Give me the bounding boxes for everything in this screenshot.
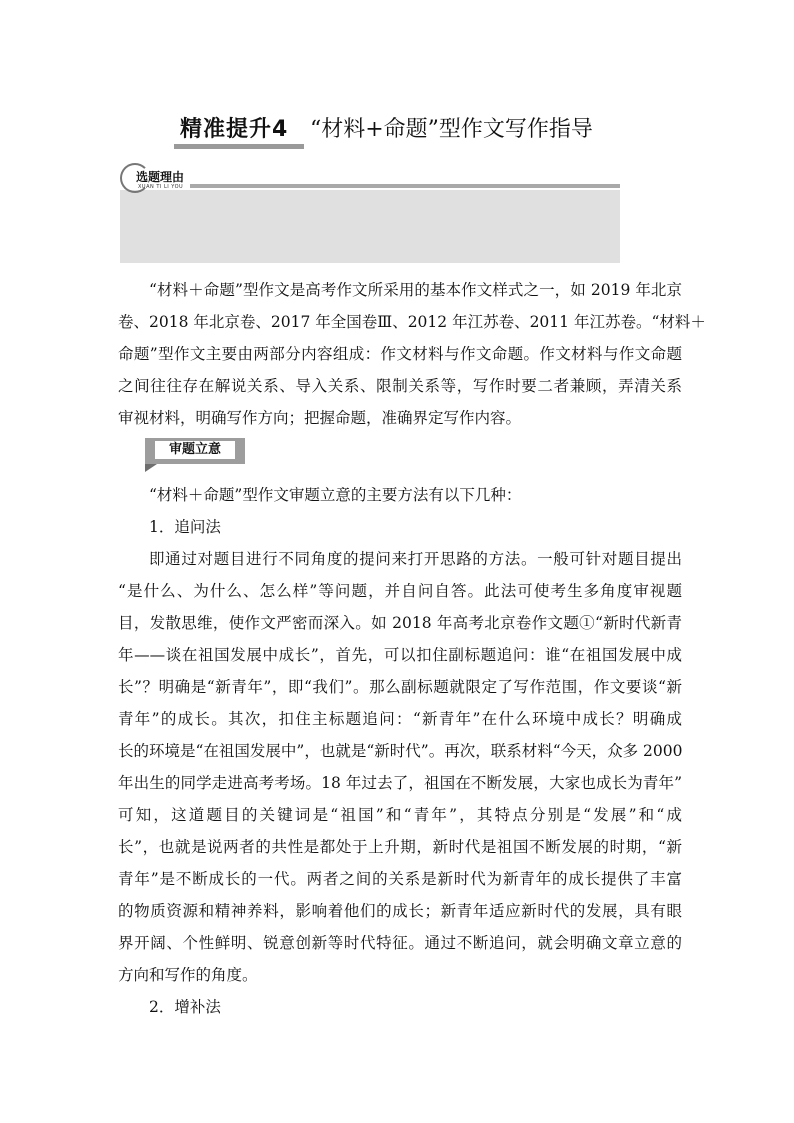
topic-reason-header — [120, 163, 620, 193]
method1-line: 即通过对题目进行不同角度的提问来打开思路的方法。一般可针对题目提出 — [149, 550, 682, 568]
method1-line: 方向和写作的角度。 — [118, 966, 258, 984]
header-rule — [190, 184, 620, 188]
methods-intro-line: “材料＋命题”型作文审题立意的主要方法有以下几种： — [149, 486, 522, 504]
method1-line: 年出生的同学走进高考考场。18 年过去了，祖国在不断发展，大家也成长为青年” — [118, 774, 682, 792]
topic-reason-panel — [120, 190, 620, 263]
method2-title: 2．增补法 — [149, 998, 221, 1016]
method1-line: 长的环境是“在祖国发展中”，也就是“新时代”。再次，联系材料“今天，众多 2000 — [118, 742, 683, 760]
method1-line: 界开阔、个性鲜明、锐意创新等时代特征。通过不断追问，就会明确文章立意的 — [118, 934, 682, 952]
intro-paragraph — [118, 274, 706, 434]
topic-reason-label: 选题理由 — [136, 170, 185, 184]
method1-title: 1．追问法 — [149, 518, 221, 536]
method1-line: 青年”是不断成长的一代。两者之间的关系是新时代为新青年的成长提供了丰富 — [118, 870, 682, 888]
methods-intro-paragraph — [118, 479, 682, 511]
method1-line: 的物质资源和精神养料，影响着他们的成长；新青年适应新时代的发展，具有眼 — [118, 902, 682, 920]
method1-line: 目，发散思维，使作文严密而深入。如 2018 年高考北京卷作文题①“新时代新青 — [118, 614, 682, 632]
section-tag-label: 审题立意 — [155, 441, 235, 459]
intro-line: 审视材料，明确写作方向；把握命题，准确界定写作内容。 — [118, 409, 522, 427]
section-tag-notch — [145, 464, 157, 472]
topic-reason-box — [120, 163, 620, 263]
title-badge: 精准提升4 — [180, 117, 289, 142]
topic-reason-pinyin: XUAN TI LI YOU — [138, 184, 184, 190]
method1-line: 可知，这道题目的关键词是“祖国”和“青年”，其特点分别是“发展”和“成 — [118, 806, 682, 824]
method1-paragraph — [118, 543, 682, 991]
method1-line: 年——谈在祖国发展中成长”，首先，可以扣住副标题追问：谁“在祖国发展中成 — [118, 646, 682, 664]
section-tag — [145, 438, 245, 466]
method1-line: 长”？明确是“新青年”，即“我们”。那么副标题就限定了写作范围，作文要谈“新 — [118, 678, 682, 696]
method1-heading — [118, 511, 682, 543]
method1-line: 青年”的成长。其次，扣住主标题追问：“新青年”在什么环境中成长？明确成 — [118, 710, 682, 728]
method1-line: 长”，也就是说两者的共性是都处于上升期，新时代是祖国不断发展的时期，“新 — [118, 838, 682, 856]
title-underline-bar — [174, 144, 304, 149]
title-main-text: “材料+命题”型作文写作指导 — [310, 117, 593, 142]
intro-line: 之间往往存在解说关系、导入关系、限制关系等，写作时要二者兼顾，弄清关系 — [118, 377, 682, 395]
intro-line: “材料＋命题”型作文是高考作文所采用的基本作文样式之一，如 2019 年北京 — [149, 281, 682, 299]
method2-heading — [118, 991, 682, 1023]
page-title — [180, 108, 640, 146]
method1-line: “是什么、为什么、怎么样”等问题，并自问自答。此法可使考生多角度审视题 — [118, 582, 682, 600]
intro-line: 卷、2018 年北京卷、2017 年全国卷Ⅲ、2012 年江苏卷、2011 年江苏卷。“材料＋ — [118, 313, 706, 331]
intro-line: 命题”型作文主要由两部分内容组成：作文材料与作文命题。作文材料与作文命题 — [118, 345, 682, 363]
